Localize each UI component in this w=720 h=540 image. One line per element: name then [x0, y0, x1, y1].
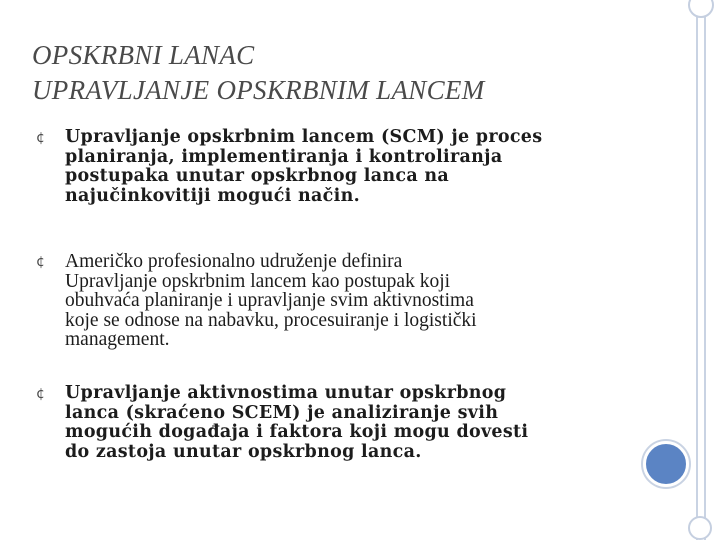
bullet-line: mogućih događaja i faktora koji mogu dovesti [65, 422, 529, 442]
bullet-line: do zastoja unutar opskrbnog lanca. [65, 441, 422, 462]
bullet-line: obuhvaća planiranje i upravljanje svim aktivnostima [65, 290, 474, 311]
bullet-line: najučinkovitiji mogući način. [65, 185, 360, 206]
bullet-marker: ¢ [36, 130, 45, 146]
decorative-circle-top [688, 0, 714, 18]
bullet-text [65, 384, 641, 462]
decorative-rail-left [696, 0, 698, 540]
bullet-marker: ¢ [36, 254, 45, 270]
bullet-marker: ¢ [36, 386, 45, 402]
bullet-line: lanca (skraćeno SCEM) je analiziranje svih [65, 402, 499, 423]
bullet-text [65, 252, 641, 350]
decorative-rail-right [704, 0, 706, 540]
bullet-item-scm-definition [36, 128, 641, 206]
bullet-line: Upravljanje opskrbnim lancem (SCM) je proces [65, 127, 543, 147]
decorative-circle-blue [643, 441, 689, 487]
bullet-item-scem [36, 384, 641, 462]
bullet-text [65, 128, 641, 206]
bullet-line: postupaka unutar opskrbnog lanca na [65, 166, 450, 186]
slide-title [32, 38, 632, 108]
bullet-line: koje se odnose na nabavku, procesuiranje i logistički [65, 309, 477, 331]
bullet-line: Upravljanje opskrbnim lancem kao postupak koji [65, 270, 451, 292]
title-line-2: UPRAVLJANJE OPSKRBNIM LANCEM [32, 75, 485, 105]
bullet-item-american-association [36, 252, 641, 350]
bullet-line: Američko profesionalno udruženje definira [65, 251, 403, 272]
bullet-line: management. [65, 329, 170, 350]
decorative-circle-bottom [688, 516, 712, 540]
bullet-line: planiranja, implementiranja i kontroliranja [65, 146, 503, 167]
title-line-1: OPSKRBNI LANAC [32, 40, 255, 70]
bullet-line: Upravljanje aktivnostima unutar opskrbnog [65, 383, 507, 403]
